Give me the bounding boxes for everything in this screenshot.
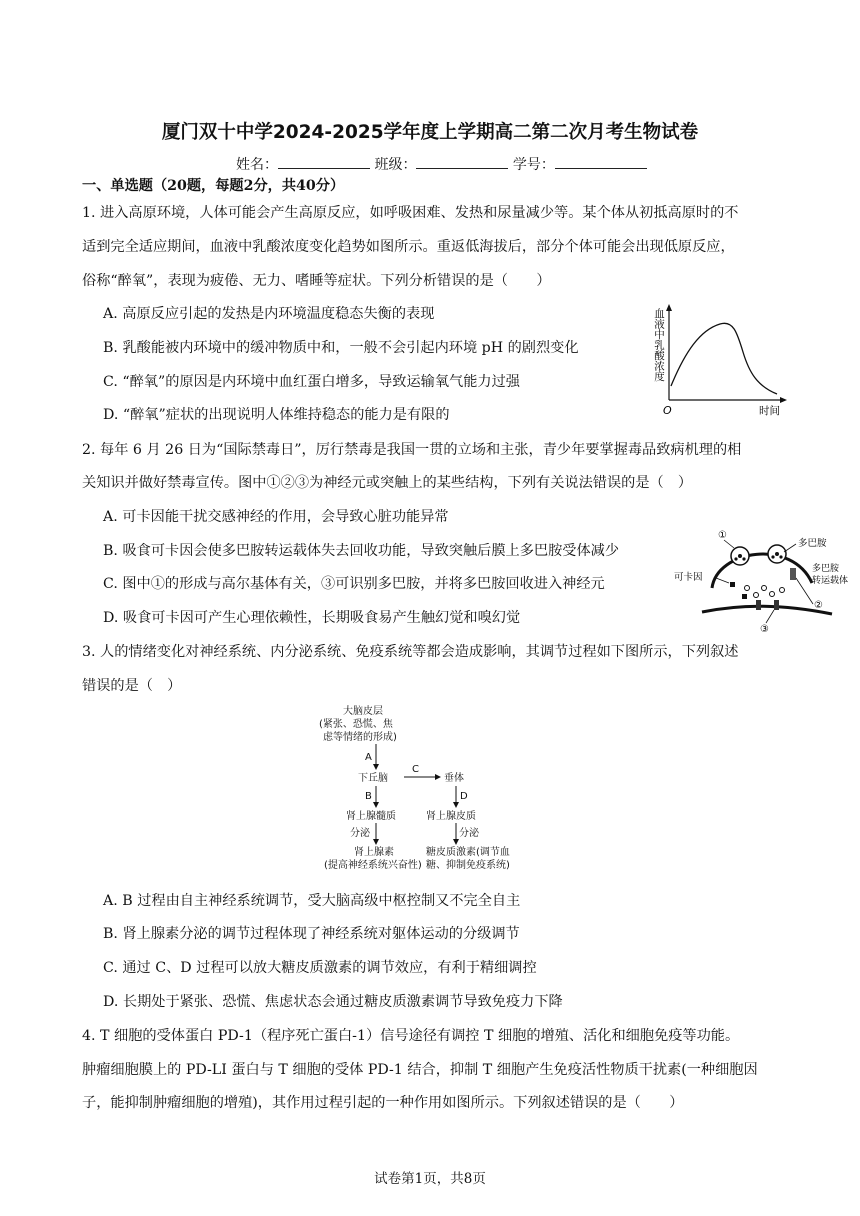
q3-stem-line: 错误的是（ ） [82, 678, 182, 694]
name-blank[interactable] [278, 156, 370, 169]
arrow-a-label: A [365, 752, 372, 763]
q1-stem-line: 俗称“醉氧”，表现为疲倦、无力、嗜睡等症状。下列分析错误的是（ ） [82, 273, 551, 289]
cortex-note-1: (紧张、恐慌、焦 [319, 719, 393, 730]
medulla-node: 肾上腺髓质 [346, 811, 396, 822]
arrow-d-label: D [460, 791, 468, 802]
transporter-label-1: 多巴胺 [812, 564, 840, 574]
arrow-c-label: C [412, 764, 419, 775]
cortex-note-2: 虑等情绪的形成) [323, 732, 397, 743]
y-axis-arrow [666, 304, 672, 311]
q1-option-d: D. “醉氧”症状的出现说明人体维持稳态的能力是有限的 [103, 407, 450, 423]
exam-title: 厦门双十中学2024-2025学年度上学期高二第二次月考生物试卷 [161, 122, 699, 143]
q3-option-c: C. 通过 C、D 过程可以放大糖皮质激素的调节效应，有利于精细调控 [103, 960, 537, 976]
q2-option-b: B. 吸食可卡因会使多巴胺转运载体失去回收功能，导致突触后膜上多巴胺受体减少 [103, 543, 620, 559]
q4-stem-line: 子，能抑制肿瘤细胞的增殖)，其作用过程引起的一种作用如图所示。下列叙述错误的是（ ） [82, 1095, 684, 1111]
class-label: 班级： [374, 157, 417, 173]
class-blank[interactable] [416, 156, 508, 169]
q2-stem-line: 关知识并做好禁毒宣传。图中①②③为神经元或突触上的某些结构，下列有关说法错误的是（ ） [82, 475, 693, 491]
q3-option-a: A. B 过程由自主神经系统调节，受大脑高级中枢控制又不完全自主 [103, 893, 521, 909]
id-blank[interactable] [555, 156, 647, 169]
arrow-b-label: B [365, 791, 372, 802]
label-3: ③ [760, 624, 769, 635]
presynaptic-membrane [712, 554, 812, 588]
q2-option-c: C. 图中①的形成与高尔基体有关，③可识别多巴胺，并将多巴胺回收进入神经元 [103, 576, 605, 592]
q2-option-d: D. 吸食可卡因可产生心理依赖性，长期吸食易产生触幻觉和嗅幻觉 [103, 610, 521, 626]
lactate-curve-figure [645, 302, 790, 420]
lactate-curve [671, 323, 777, 394]
q3-option-d: D. 长期处于紧张、恐慌、焦虑状态会通过糖皮质激素调节导致免疫力下降 [103, 994, 563, 1010]
postsynaptic-membrane [702, 606, 832, 614]
q1-option-c: C. “醉氧”的原因是内环境中血红蛋白增多，导致运输氧气能力过强 [103, 374, 520, 390]
q4-stem-line: 4. T 细胞的受体蛋白 PD-1（程序死亡蛋白-1）信号途径有调控 T 细胞的增殖、活化和细胞免疫等功能。 [82, 1028, 740, 1044]
q1-stem-line: 1. 进入高原环境，人体可能会产生高原反应，如呼吸困难、发热和尿量减少等。某个体从初抵高原时的不 [82, 205, 739, 221]
dopamine-receptor [756, 600, 761, 610]
secrete-label-2: 分泌 [459, 828, 479, 839]
epinephrine-note: (提高神经系统兴奋性) [324, 860, 422, 871]
q3-stem-line: 3. 人的情绪变化对神经系统、内分泌系统、免疫系统等都会造成影响，其调节过程如下图所示，下列叙述 [82, 644, 739, 660]
glucocorticoid-note: 糖、抑制免疫系统) [426, 860, 510, 871]
adrenal-cortex-node: 肾上腺皮质 [426, 811, 476, 822]
dopamine-transporter [790, 568, 796, 580]
label-2: ② [814, 600, 823, 611]
q2-stem-line: 2. 每年 6 月 26 日为“国际禁毒日”，厉行禁毒是我国一贯的立场和主张，青少年要掌握毒品致病机理的相 [82, 442, 742, 458]
x-axis-arrow [780, 397, 787, 403]
epinephrine-node: 肾上腺素 [354, 847, 394, 858]
x-axis-label: 时间 [759, 405, 780, 417]
glucocorticoid-node: 糖皮质激素(调节血 [426, 847, 510, 858]
page-footer: 试卷第1页，共8页 [374, 1171, 486, 1187]
q3-option-b: B. 肾上腺素分泌的调节过程体现了神经系统对躯体运动的分级调节 [103, 926, 520, 942]
pituitary-node: 垂体 [444, 773, 464, 784]
q2-option-a: A. 可卡因能干扰交感神经的作用，会导致心脏功能异常 [103, 509, 449, 525]
hypothalamus-node: 下丘脑 [358, 773, 388, 784]
id-label: 学号： [512, 157, 555, 173]
q1-stem-line: 适到完全适应期间，血液中乳酸浓度变化趋势如图所示。重返低海拔后，部分个体可能会出现低原反应， [82, 239, 735, 255]
student-info-line [236, 154, 647, 174]
section-heading: 一、单选题（20题，每题2分，共40分） [82, 178, 345, 194]
y-axis-label: 血液中乳酸浓度 [653, 308, 665, 382]
origin-label: O [663, 404, 672, 417]
dopamine-label: 多巴胺 [798, 538, 827, 549]
q1-option-b: B. 乳酸能被内环境中的缓冲物质中和，一般不会引起内环境 pH 的剧烈变化 [103, 340, 579, 356]
label-1: ① [718, 530, 727, 541]
transporter-label-2: 转运载体 [812, 576, 849, 586]
q1-option-a: A. 高原反应引起的发热是内环境温度稳态失衡的表现 [103, 306, 435, 322]
cortex-node: 大脑皮层 [343, 706, 383, 717]
q4-stem-line: 肿瘤细胞膜上的 PD-LI 蛋白与 T 细胞的受体 PD-1 结合，抑制 T 细胞产生免疫活性物质干扰素(一种细胞因 [82, 1062, 758, 1078]
cocaine-label: 可卡因 [674, 572, 703, 583]
secrete-label-1: 分泌 [350, 828, 370, 839]
regulation-flowchart [310, 702, 520, 874]
synapse-figure [672, 528, 856, 638]
name-label: 姓名： [236, 157, 278, 173]
cocaine-mark [730, 582, 735, 587]
